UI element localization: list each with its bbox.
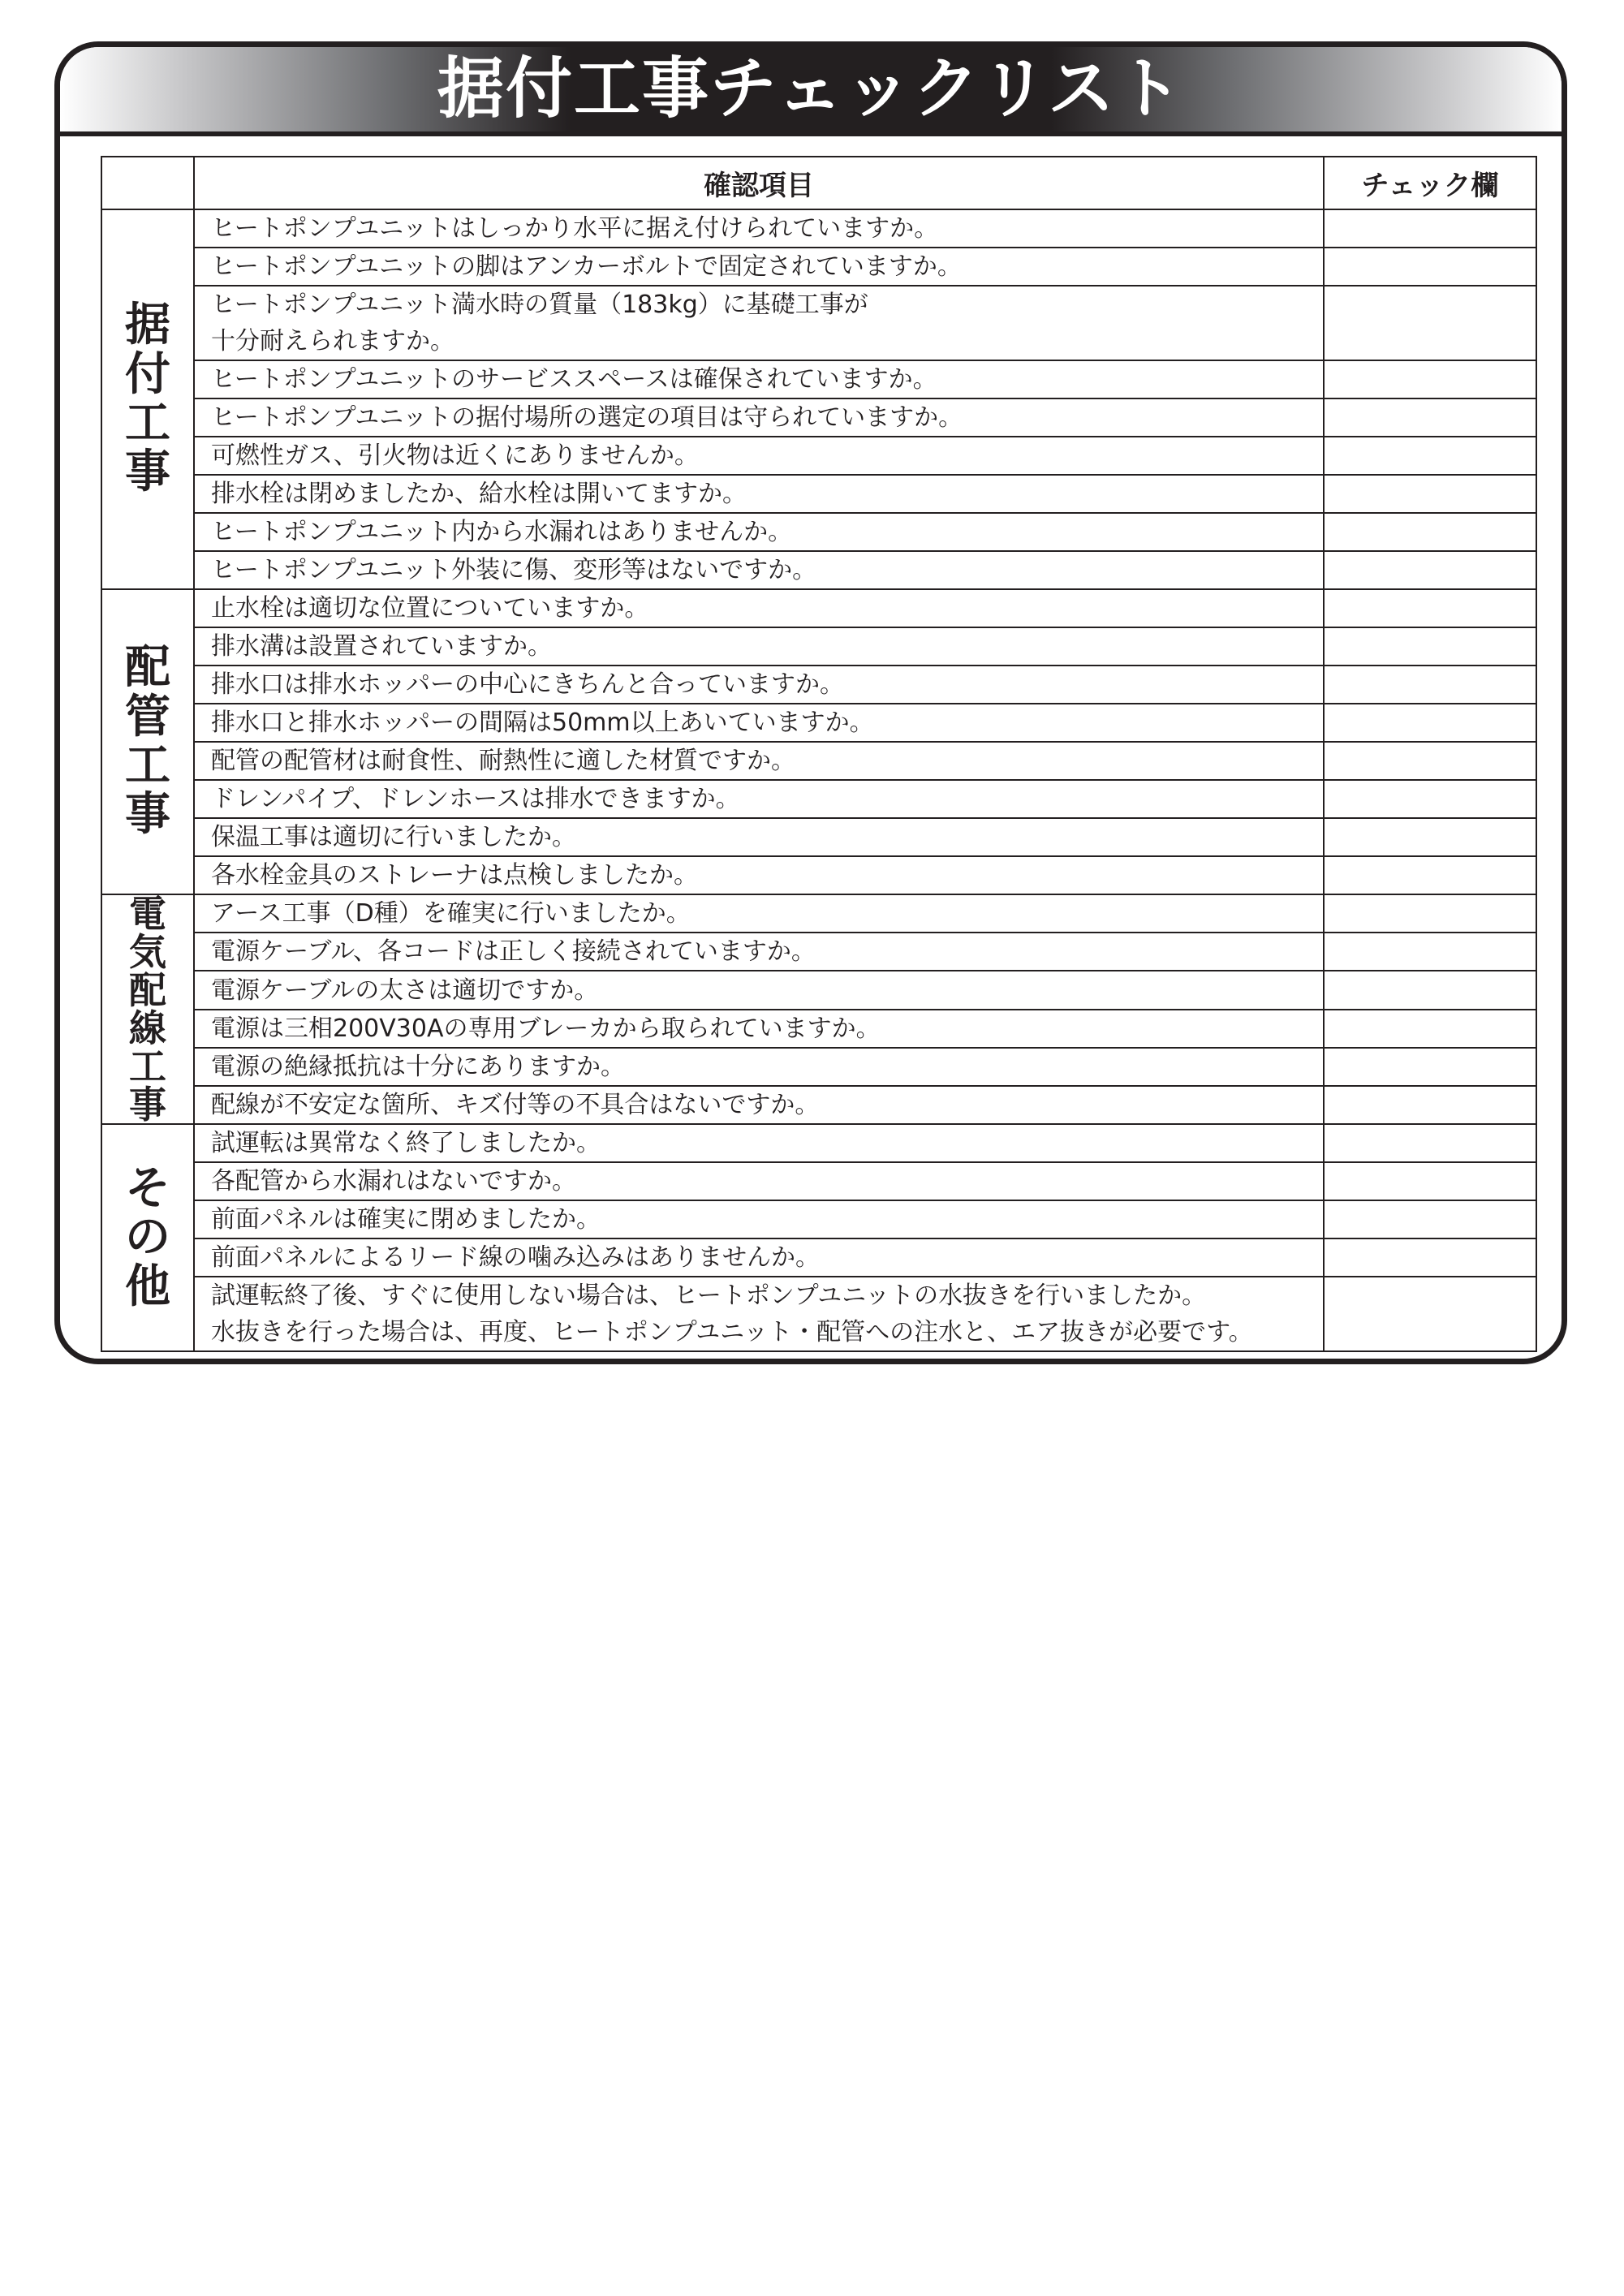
check-item-cell xyxy=(194,894,1324,933)
check-item-cell xyxy=(194,360,1324,398)
table-row xyxy=(101,248,1536,286)
check-item-line: 配管の配管材は耐食性、耐熱性に適した材質ですか。 xyxy=(211,747,795,775)
checklist-table xyxy=(101,156,1537,1352)
check-item-cell xyxy=(194,286,1324,360)
check-item-cell xyxy=(194,398,1324,437)
check-box-cell[interactable] xyxy=(1324,742,1536,780)
check-item-text xyxy=(195,1125,1323,1161)
check-item-line: 前面パネルは確実に閉めましたか。 xyxy=(211,1205,601,1234)
check-item-line: 排水口と排水ホッパーの間隔は50mm以上あいていますか。 xyxy=(211,709,874,737)
table-row xyxy=(101,933,1536,971)
check-item-line: 配線が不安定な箇所、キズ付等の不具合はないですか。 xyxy=(211,1091,820,1120)
check-box-cell[interactable] xyxy=(1324,971,1536,1009)
check-item-cell xyxy=(194,1086,1324,1124)
check-item-line: 電源ケーブル、各コードは正しく接続されていますか。 xyxy=(211,937,816,967)
check-box-cell[interactable] xyxy=(1324,1010,1536,1048)
check-item-text xyxy=(195,1163,1323,1200)
check-item-cell xyxy=(194,1048,1324,1086)
check-item-text xyxy=(195,210,1323,247)
table-row xyxy=(101,551,1536,589)
check-item-cell xyxy=(194,1238,1324,1277)
check-box-cell[interactable] xyxy=(1324,437,1536,475)
table-row xyxy=(101,818,1536,856)
check-item-text xyxy=(195,552,1323,588)
check-box-cell[interactable] xyxy=(1324,818,1536,856)
table-row xyxy=(101,437,1536,475)
page-title: 据付工事チェックリスト xyxy=(437,50,1184,127)
check-item-cell xyxy=(194,704,1324,742)
check-box-cell[interactable] xyxy=(1324,894,1536,933)
checklist-body xyxy=(101,209,1536,1351)
section-label-cell xyxy=(101,209,194,589)
title-bar xyxy=(60,47,1562,136)
check-item-cell xyxy=(194,1010,1324,1048)
check-item-cell xyxy=(194,780,1324,818)
check-box-cell[interactable] xyxy=(1324,1048,1536,1086)
section-label: 配管工事 xyxy=(125,641,170,842)
check-box-cell[interactable] xyxy=(1324,398,1536,437)
check-item-text xyxy=(195,743,1323,779)
check-item-cell xyxy=(194,513,1324,551)
check-item-text xyxy=(195,1277,1323,1350)
check-box-cell[interactable] xyxy=(1324,551,1536,589)
check-item-line: 電源ケーブルの太さは適切ですか。 xyxy=(211,976,599,1005)
check-box-cell[interactable] xyxy=(1324,589,1536,627)
check-item-line: 電源は三相200V30Aの専用ブレーカから取られていますか。 xyxy=(211,1014,881,1043)
table-row xyxy=(101,742,1536,780)
table-row xyxy=(101,704,1536,742)
table-row xyxy=(101,209,1536,248)
check-item-line: 十分耐えられますか。 xyxy=(211,327,454,355)
check-item-text xyxy=(195,1087,1323,1123)
check-item-line: ヒートポンプユニットはしっかり水平に据え付けられていますか。 xyxy=(211,214,939,243)
check-item-line: 各水栓金具のストレーナは点検しましたか。 xyxy=(211,861,698,890)
check-box-cell[interactable] xyxy=(1324,475,1536,513)
check-item-text xyxy=(195,628,1323,665)
check-item-line: 止水栓は適切な位置についていますか。 xyxy=(211,594,649,622)
check-item-line: 排水溝は設置されていますか。 xyxy=(211,632,552,661)
check-item-cell xyxy=(194,1124,1324,1162)
check-item-line: 試運転終了後、すぐに使用しない場合は、ヒートポンプユニットの水抜きを行いましたか。 xyxy=(211,1282,1207,1311)
table-row xyxy=(101,1010,1536,1048)
check-box-cell[interactable] xyxy=(1324,1086,1536,1124)
check-item-text xyxy=(195,857,1323,894)
table-row xyxy=(101,894,1536,933)
check-item-text xyxy=(195,1049,1323,1085)
table-row xyxy=(101,360,1536,398)
table-row xyxy=(101,513,1536,551)
check-box-cell[interactable] xyxy=(1324,1124,1536,1162)
check-item-line: ドレンパイプ、ドレンホースは排水できますか。 xyxy=(211,785,740,813)
section-label: その他 xyxy=(125,1161,170,1313)
section-label-cell xyxy=(101,894,194,1124)
table-row xyxy=(101,475,1536,513)
check-item-line: 電源の絶縁抵抗は十分にありますか。 xyxy=(211,1053,625,1082)
check-box-cell[interactable] xyxy=(1324,1200,1536,1238)
check-item-cell xyxy=(194,551,1324,589)
check-item-line: アース工事（D種）を確実に行いましたか。 xyxy=(211,899,691,928)
check-box-cell[interactable] xyxy=(1324,704,1536,742)
check-item-line: ヒートポンプユニットの脚はアンカーボルトで固定されていますか。 xyxy=(211,252,962,281)
check-item-cell xyxy=(194,1277,1324,1351)
check-item-text xyxy=(195,704,1323,741)
check-item-cell xyxy=(194,856,1324,894)
check-item-text xyxy=(195,590,1323,627)
check-box-cell[interactable] xyxy=(1324,360,1536,398)
check-item-line: ヒートポンプユニット外装に傷、変形等はないですか。 xyxy=(211,556,817,584)
table-row xyxy=(101,627,1536,666)
check-item-text xyxy=(195,781,1323,817)
check-box-cell[interactable] xyxy=(1324,286,1536,360)
check-box-cell[interactable] xyxy=(1324,1162,1536,1200)
check-item-text xyxy=(195,361,1323,398)
table-row xyxy=(101,971,1536,1009)
check-item-line: ヒートポンプユニットの据付場所の選定の項目は守られていますか。 xyxy=(211,403,963,432)
check-item-text xyxy=(195,972,1323,1009)
table-header-row xyxy=(101,157,1536,209)
check-box-cell[interactable] xyxy=(1324,856,1536,894)
check-item-line: 排水口は排水ホッパーの中心にきちんと合っていますか。 xyxy=(211,670,844,699)
table-row xyxy=(101,1086,1536,1124)
check-item-line: 排水栓は閉めましたか、給水栓は開いてますか。 xyxy=(211,480,747,508)
check-item-text xyxy=(195,819,1323,855)
table-row xyxy=(101,780,1536,818)
check-box-cell[interactable] xyxy=(1324,1277,1536,1351)
check-item-line: 保温工事は適切に行いましたか。 xyxy=(211,823,576,851)
check-item-cell xyxy=(194,209,1324,248)
table-row xyxy=(101,589,1536,627)
table-row xyxy=(101,1162,1536,1200)
check-item-cell xyxy=(194,818,1324,856)
check-box-cell[interactable] xyxy=(1324,248,1536,286)
check-item-text xyxy=(195,666,1323,703)
section-label: 電気配線工事 xyxy=(129,892,166,1126)
section-label: 据付工事 xyxy=(125,299,170,499)
check-item-cell xyxy=(194,589,1324,627)
check-item-line: 可燃性ガス、引火物は近くにありませんか。 xyxy=(211,442,699,470)
check-item-text xyxy=(195,895,1323,932)
check-item-cell xyxy=(194,627,1324,666)
check-item-line: ヒートポンプユニット満水時の質量（183kg）に基礎工事が xyxy=(211,291,868,319)
check-item-cell xyxy=(194,971,1324,1009)
check-item-text xyxy=(195,476,1323,512)
check-item-cell xyxy=(194,1200,1324,1238)
check-item-text xyxy=(195,399,1323,436)
table-row xyxy=(101,1124,1536,1162)
check-item-cell xyxy=(194,742,1324,780)
check-item-line: 試運転は異常なく終了しましたか。 xyxy=(211,1129,601,1158)
table-row xyxy=(101,1238,1536,1277)
item-header-cell: 確認項目 xyxy=(194,157,1324,209)
check-item-cell xyxy=(194,475,1324,513)
checklist-frame xyxy=(54,41,1567,1364)
check-item-text xyxy=(195,248,1323,285)
check-item-text xyxy=(195,1239,1323,1276)
check-item-text xyxy=(195,933,1323,970)
check-box-cell[interactable] xyxy=(1324,666,1536,704)
check-item-line: ヒートポンプユニット内から水漏れはありませんか。 xyxy=(211,518,793,546)
table-row xyxy=(101,286,1536,360)
check-item-line: 各配管から水漏れはないですか。 xyxy=(211,1167,576,1196)
table-row xyxy=(101,856,1536,894)
check-box-cell[interactable] xyxy=(1324,513,1536,551)
table-row xyxy=(101,398,1536,437)
table-row xyxy=(101,1048,1536,1086)
check-item-line: 前面パネルによるリード線の噛み込みはありませんか。 xyxy=(211,1243,820,1273)
check-box-cell[interactable] xyxy=(1324,780,1536,818)
check-item-line: 水抜きを行った場合は、再度、ヒートポンプユニット・配管への注水と、エア抜きが必要です。 xyxy=(211,1318,1253,1347)
table-row xyxy=(101,666,1536,704)
check-item-cell xyxy=(194,248,1324,286)
check-box-cell[interactable] xyxy=(1324,627,1536,666)
check-item-cell xyxy=(194,666,1324,704)
check-item-text xyxy=(195,1201,1323,1238)
check-box-cell[interactable] xyxy=(1324,209,1536,248)
check-header-cell: チェック欄 xyxy=(1324,157,1536,209)
check-item-cell xyxy=(194,933,1324,971)
check-box-cell[interactable] xyxy=(1324,1238,1536,1277)
check-item-text xyxy=(195,437,1323,474)
table-row xyxy=(101,1200,1536,1238)
check-item-line: ヒートポンプユニットのサービススペースは確保されていますか。 xyxy=(211,365,937,394)
check-item-cell xyxy=(194,437,1324,475)
category-header-cell xyxy=(101,157,194,209)
check-item-cell xyxy=(194,1162,1324,1200)
check-box-cell[interactable] xyxy=(1324,933,1536,971)
section-label-cell xyxy=(101,589,194,894)
table-row xyxy=(101,1277,1536,1351)
check-item-text xyxy=(195,1010,1323,1047)
section-label-cell xyxy=(101,1124,194,1351)
check-item-text xyxy=(195,514,1323,550)
check-item-text xyxy=(195,286,1323,360)
